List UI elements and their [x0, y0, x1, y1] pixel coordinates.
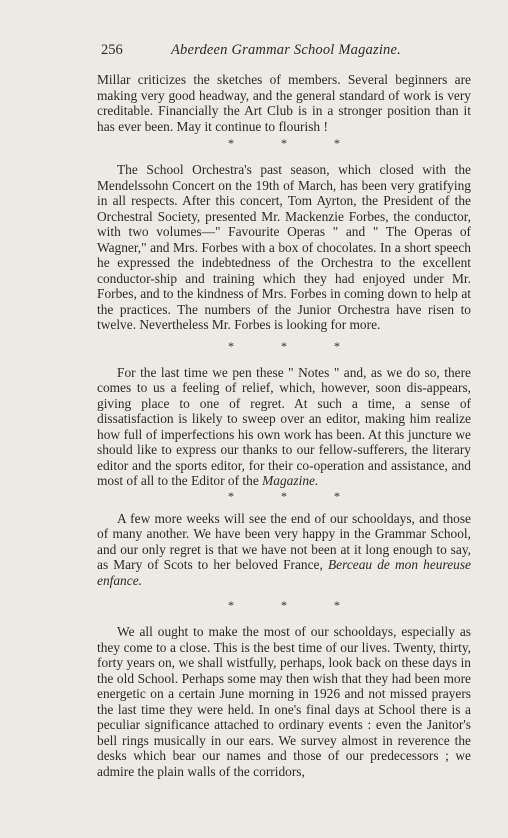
running-header [101, 42, 471, 62]
paragraph-editors-notes [97, 365, 471, 489]
running-title: Aberdeen Grammar School Magazine. [171, 42, 401, 58]
paragraph-schooldays-end-text: A few more weeks will see the end of our schooldays, and those of many another. We have been very happy in the Grammar School, and our only regret is that we have not been at it long enough to say, as Mary of Scots to her beloved France, [97, 510, 471, 572]
section-separator: * * * [228, 598, 362, 612]
magazine-italic: Magazine. [262, 473, 319, 488]
paragraph-art-club: Millar criticizes the sketches of members. Several beginners are making very good headway, and the general standard of work is very creditable. Financially the Art Club is in a stronger position than it has ever been. May it continue to flourish ! [97, 72, 471, 134]
page-number: 256 [101, 42, 123, 58]
section-separator: * * * [228, 488, 362, 503]
paragraph-editors-notes-text: For the last time we pen these " Notes " and, as we do so, there comes to us a feeling of relief, which, however, soon dis-appears, giving place to one of regret. At such a time, a sense of dissatisfaction is likely to sweep over an editor, making him realize how full of imperfections his own work has been. At this juncture we should like to express our thanks to our fellow-sufferers, the literary editor and the sports editor, for their co-operation and assistance, and most of all to the Editor of the [97, 364, 471, 488]
article-body [97, 72, 471, 779]
paragraph-orchestra: The School Orchestra's past season, which closed with the Mendelssohn Concert on the 19th of March, has been very gratifying in all respects. After this concert, Tom Ayrton, the President of the Orchestral Society, presented Mr. Mackenzie Forbes, the conductor, with two volumes—" Favourite Operas " and " The Operas of Wagner," and Mrs. Forbes with a box of chocolates. In a short speech he expressed the indebtedness of the Orchestra to the excellent conductor-ship and training which they had enjoyed under Mr. Forbes, and to the kindness of Mrs. Forbes in coming down to help at the practices. The numbers of the Junior Orchestra have risen to twelve. Nevertheless Mr. Forbes is looking for more. [97, 162, 471, 332]
section-separator: * * * [228, 338, 362, 353]
paragraph-schooldays-end [97, 511, 471, 589]
section-separator: * * * [228, 136, 362, 150]
french-quote-italic: Berceau de mon heureuse enfance. [97, 557, 471, 588]
paragraph-make-the-most: We all ought to make the most of our schooldays, especially as they come to a close. This is the best time of our lives. Twenty, thirty, forty years on, we shall wistfully, perhaps, look back on these days in the old School. Perhaps some may then wish that they had been more energetic on a certain June morning in 1926 and not missed prayers the last time they were held. In one's final days at School there is a peculiar significance attached to ordinary events : even the Janitor's bell rings musically in our ears. We survey almost in reverence the desks which bear our names and those of our predecessors ; we admire the plain walls of the corridors, [97, 624, 471, 779]
